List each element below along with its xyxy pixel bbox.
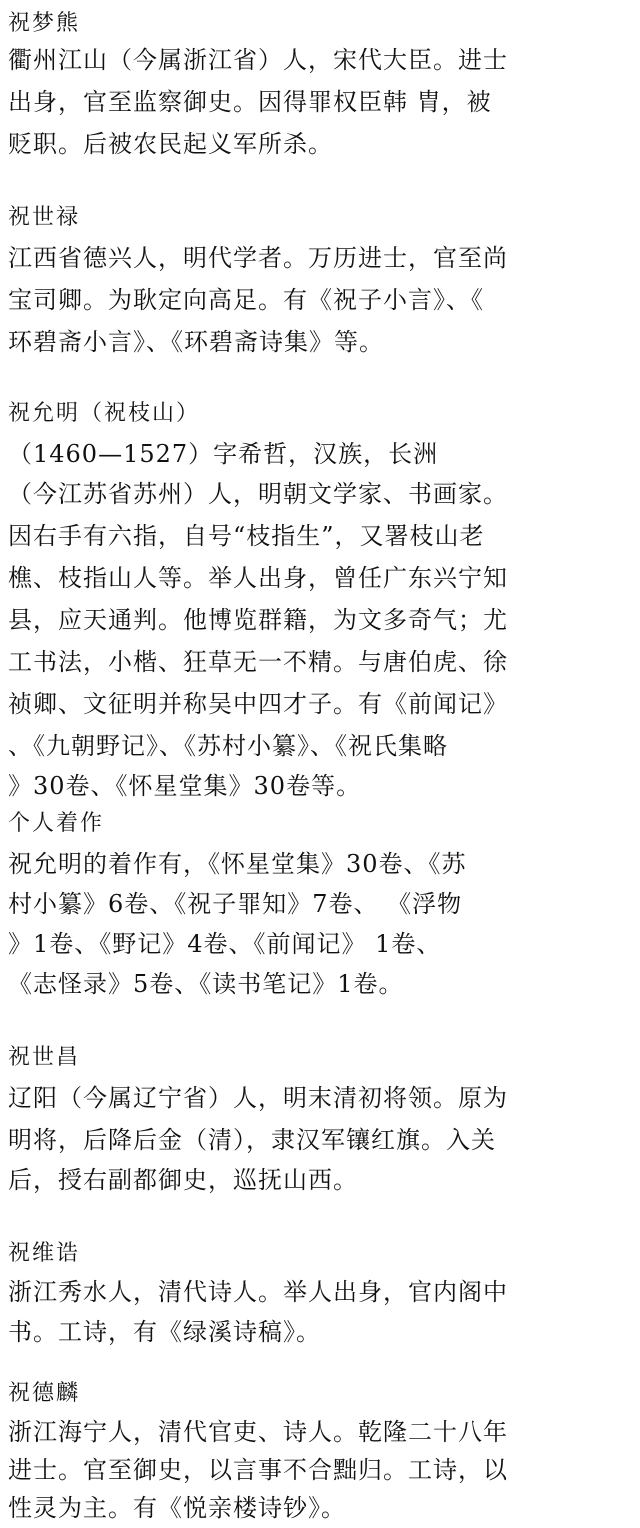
entry-text-line: 出身，官至监察御史。因得罪权臣韩 胄，被 [8, 88, 492, 116]
entry-text-line: 》30卷、《怀星堂集》30卷等。 [8, 772, 362, 800]
entry-text-line: 浙江海宁人，清代官吏、诗人。乾隆二十八年 [8, 1418, 508, 1446]
entry-text-line: 进士。官至御史，以言事不合黜归。工诗，以 [8, 1456, 508, 1484]
entry-text-line: 环碧斋小言》、《环碧斋诗集》等。 [8, 328, 384, 356]
entry-name: 祝德麟 [8, 1381, 81, 1406]
entry-text-line: 、《九朝野记》、《苏村小纂》、《祝氏集略 [8, 732, 448, 760]
entry-text-line: 县，应天通判。他博览群籍，为文多奇气；尤 [8, 606, 508, 634]
entry-name: 祝世昌 [8, 1045, 81, 1070]
entry-text-line: 宝司卿。为耿定向高足。有《祝子小言》、《 [8, 286, 484, 314]
entry-text-line: 江西省德兴人，明代学者。万历进士，官至尚 [8, 244, 508, 272]
entry-text-line: 村小纂》6卷、《祝子罪知》7卷、 《浮物 [8, 890, 463, 918]
entry-text-line: 衢州江山（今属浙江省）人，宋代大臣。进士 [8, 46, 508, 74]
entry-text-line: 书。工诗，有《绿溪诗稿》。 [8, 1318, 321, 1346]
entry-text-line: 明将，后降后金（清），隶汉军镶红旗。入关 [8, 1126, 496, 1154]
section-heading: 个人着作 [8, 811, 105, 836]
entry-text-line: 《志怪录》5卷、《读书笔记》1卷。 [8, 970, 404, 998]
entry-text-line: 因右手有六指，自号“枝指生”，又署枝山老 [8, 522, 485, 550]
entry-text-line: 祝允明的着作有，《怀星堂集》30卷、《苏 [8, 850, 467, 878]
entry-text-line: 工书法，小楷、狂草无一不精。与唐伯虎、徐 [8, 648, 508, 676]
entry-text-line: （1460—1527）字希哲，汉族，长洲 [8, 440, 439, 468]
entry-text-line: 后，授右副都御史，巡抚山西。 [8, 1166, 358, 1194]
entry-text-line: 性灵为主。有《悦亲楼诗钞》。 [8, 1494, 346, 1522]
entry-name: 祝梦熊 [8, 11, 81, 36]
entry-name: 祝允明（祝枝山） [8, 401, 201, 426]
entry-text-line: 贬职。后被农民起义军所杀。 [8, 130, 333, 158]
entry-text-line: 辽阳（今属辽宁省）人，明末清初将领。原为 [8, 1084, 508, 1112]
entry-text-line: （今江苏省苏州）人，明朝文学家、书画家。 [8, 480, 508, 508]
entry-text-line: 樵、枝指山人等。举人出身，曾任广东兴宁知 [8, 564, 508, 592]
entry-name: 祝维诰 [8, 1241, 81, 1266]
entry-text-line: 浙江秀水人，清代诗人。举人出身，官内阁中 [8, 1278, 508, 1306]
entry-text-line: 》1卷、《野记》4卷、《前闻记》 1卷、 [8, 930, 442, 958]
entry-text-line: 祯卿、文征明并称吴中四才子。有《前闻记》 [8, 690, 508, 718]
entry-name: 祝世禄 [8, 205, 81, 230]
